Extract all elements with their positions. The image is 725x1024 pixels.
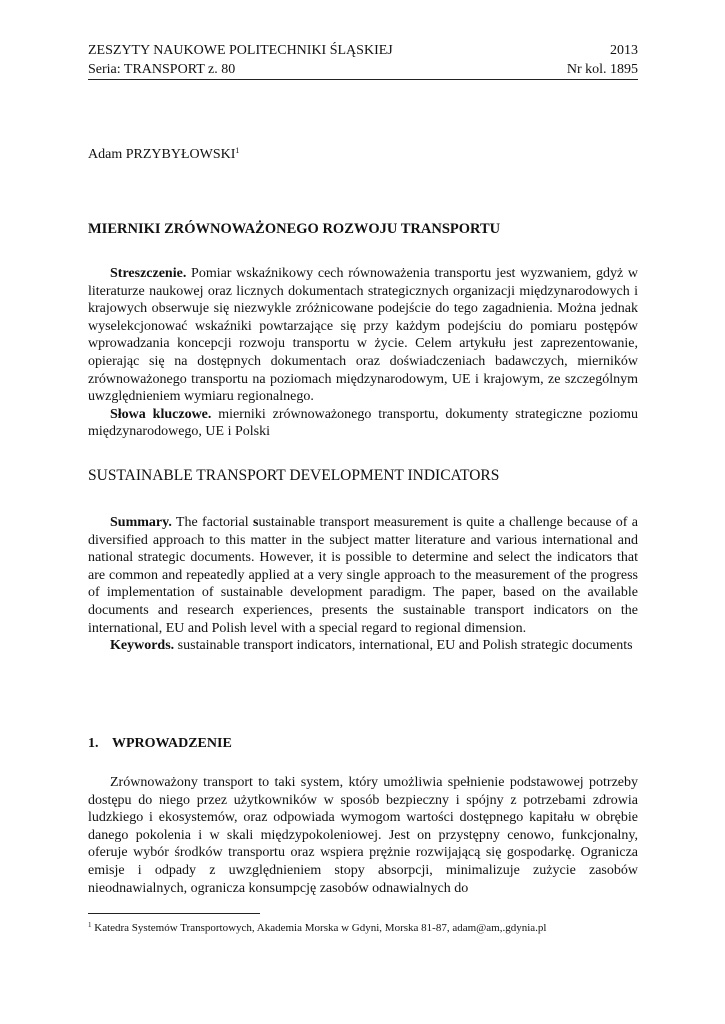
keywords-english-label: Keywords.	[110, 638, 175, 654]
keywords-english-text: sustainable transport indicators, international, EU and Polish strategic documents	[174, 638, 633, 654]
running-header-top	[88, 43, 638, 59]
abstract-polish-paragraph	[88, 265, 638, 406]
keywords-polish-text: mierniki zrównoważonego transportu, dokumenty strategiczne poziomu międzynarodowego, UE i Polski	[88, 406, 638, 440]
abstract-polish-text: Pomiar wskaźnikowy cech równoważenia transportu jest wyzwaniem, gdyż w literaturze naukowej oraz licznych dokumentach strategicznych organizacji międzynarodowych i krajowych obserwuje się niezwykle zróżnicowane podejście do tego zagadnienia. Można jednak wyselekcjonować wskaźniki powtarzające się przy każdym podejściu do pomiaru postępów wprowadzania koncepcji rozwoju transportu w życie. Celem artykułu jest zaprezentowanie, opierając się na dostępnych dokumentach oraz doświadczeniach badawczych, mierników zrównoważonego transportu na poziomach międzynarodowym, UE i krajowym, ze szczególnym uwzględnieniem wymiaru regionalnego.	[88, 266, 638, 405]
abstract-english-text-pre: The factorial	[171, 515, 253, 530]
journal-year: 2013	[610, 43, 638, 58]
header-rule	[88, 79, 638, 80]
journal-name: ZESZYTY NAUKOWE POLITECHNIKI ŚLĄSKIEJ	[88, 43, 393, 58]
author-name: Adam PRZYBYŁOWSKI	[88, 147, 236, 162]
footnote-mark: 1	[88, 921, 92, 929]
running-header-bottom	[88, 62, 638, 78]
keywords-english	[88, 637, 638, 655]
body-paragraph: Zrównoważony transport to taki system, który umożliwia spełnienie podstawowej potrzeby dostępu do niego przez użytkowników w sposób bezpieczny i spójny z potrzebami zdrowia ludzkiego i ekosystemów, oraz odpowiada wymogom wartości dostępnego kapitału w obrębie danego pokolenia i w skali międzypokoleniowej. Jest on przystępny cenowo, funkcjonalny, oferuje wybór środków transportu oraz wspiera prężnie rozwijającą się gospodarkę. Ogranicza emisje i odpady z uwzględnieniem stopy absorpcji, minimalizuje zużycie zasobów nieodnawialnych, ogranicza konsumpcję zasobów odnawialnych do	[88, 775, 638, 896]
footnote-rule	[88, 913, 260, 914]
abstract-polish	[88, 265, 638, 441]
section-title: WPROWADZENIE	[112, 736, 232, 751]
abstract-english-paragraph	[88, 514, 638, 637]
title-polish: MIERNIKI ZRÓWNOWAŻONEGO ROZWOJU TRANSPORTU	[88, 221, 501, 237]
abstract-english-text: ustainable transport measurement is quite a challenge because of a diversified approach to this matter in the subject matter literature and various international and national strategic documents. However, it is possible to determine and select the indicators that are common and repeatedly applied at a very single approach to the measurement of the progress of implementation of sustainable development paradigm. The paper, based on the available documents and research experiences, presents the sustainable transport indicators on the international, EU and Polish level with a special regard to regional dimension.	[88, 515, 638, 636]
footnote	[88, 921, 648, 935]
abstract-english-label: Summary.	[110, 515, 172, 530]
abstract-english	[88, 514, 638, 655]
abstract-english-bold-s: s	[253, 515, 259, 530]
title-english: SUSTAINABLE TRANSPORT DEVELOPMENT INDICATORS	[88, 467, 500, 484]
author-line	[88, 146, 239, 164]
author-footnote-mark: 1	[235, 146, 240, 155]
footnote-text: Katedra Systemów Transportowych, Akademia Morska w Gdyni, Morska 81-87, adam@am,.gdynia.pl	[91, 922, 547, 934]
section-heading	[88, 735, 232, 753]
journal-series: Seria: TRANSPORT z. 80	[88, 62, 236, 77]
section-number: 1.	[88, 736, 99, 751]
journal-issue: Nr kol. 1895	[566, 62, 638, 77]
keywords-polish-label: Słowa kluczowe.	[110, 406, 212, 422]
abstract-polish-label: Streszczenie.	[110, 266, 187, 281]
keywords-polish	[88, 406, 638, 441]
section-body	[88, 774, 638, 897]
